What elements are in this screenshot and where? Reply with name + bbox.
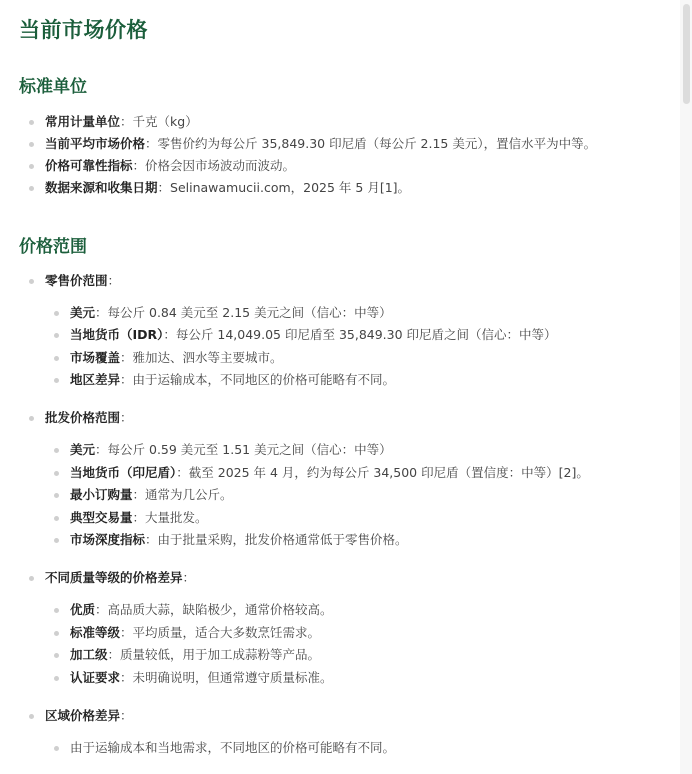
item-label: 美元 <box>70 442 96 457</box>
item-label: 市场覆盖 <box>70 350 121 365</box>
item-text: ：通常为几公斤。 <box>132 487 233 502</box>
item-label: 价格可靠性指标 <box>45 158 133 173</box>
item-label: 区域价格差异 <box>45 708 121 723</box>
list-item-regional-differences <box>45 708 133 724</box>
scrollbar[interactable] <box>680 0 692 774</box>
item-label: 零售价范围 <box>45 273 108 288</box>
sub-list-item <box>70 532 408 548</box>
item-text: ： <box>120 410 133 425</box>
item-text: ：每公斤 14,049.05 印尼盾至 35,849.30 印尼盾之间（信心：中等） <box>163 327 557 342</box>
sub-list-item <box>70 465 589 481</box>
sub-list-item <box>70 327 557 343</box>
page-title: 当前市场价格 <box>19 18 148 42</box>
item-text: ：质量较低，用于加工成蒜粉等产品。 <box>107 647 321 662</box>
list-item <box>45 180 410 196</box>
item-label: 标准等级 <box>70 625 121 640</box>
item-label: 地区差异 <box>70 372 121 387</box>
item-label: 美元 <box>70 305 96 320</box>
list-item-quality-grades <box>45 570 195 586</box>
item-text: ：零售价约为每公斤 35,849.30 印尼盾（每公斤 2.15 美元），置信水平为中等。 <box>145 136 597 151</box>
list-item <box>45 136 596 152</box>
item-text: ：由于运输成本，不同地区的价格可能略有不同。 <box>120 372 396 387</box>
sub-list-item <box>70 442 392 458</box>
sub-list-item <box>70 670 333 686</box>
item-label: 认证要求 <box>70 670 121 685</box>
item-text: ：由于批量采购，批发价格通常低于零售价格。 <box>145 532 408 547</box>
item-label: 优质 <box>70 602 96 617</box>
item-text: 由于运输成本和当地需求，不同地区的价格可能略有不同。 <box>70 740 396 755</box>
item-text: ：大量批发。 <box>132 510 208 525</box>
item-label: 加工级 <box>70 647 108 662</box>
item-text: ：价格会因市场波动而波动。 <box>132 158 296 173</box>
item-text: ： <box>107 273 121 288</box>
item-text: ：Selinawamucii.com，2025 年 5 月[1]。 <box>157 180 411 195</box>
list-item-wholesale-range <box>45 410 133 426</box>
sub-list-item <box>70 510 208 526</box>
item-text: ：未明确说明，但通常遵守质量标准。 <box>120 670 333 685</box>
item-label: 当地货币（印尼盾） <box>70 465 177 480</box>
item-label: 批发价格范围 <box>45 410 121 425</box>
item-text: ： <box>182 570 196 585</box>
item-label: 数据来源和收集日期 <box>45 180 158 195</box>
sub-list-item <box>70 602 333 618</box>
list-item <box>45 114 198 130</box>
item-text: ：每公斤 0.84 美元至 2.15 美元之间（信心：中等） <box>95 305 392 320</box>
section-heading-price-range: 价格范围 <box>19 237 87 257</box>
sub-list-item <box>70 647 320 663</box>
list-item-retail-range <box>45 273 120 289</box>
item-text: ：千克（kg） <box>120 114 198 129</box>
item-label: 常用计量单位 <box>45 114 121 129</box>
section-heading-standard-units: 标准单位 <box>19 77 87 97</box>
sub-list-item <box>70 372 395 388</box>
item-label: 当地货币（IDR） <box>70 327 164 342</box>
item-label: 市场深度指标 <box>70 532 146 547</box>
item-text: ：每公斤 0.59 美元至 1.51 美元之间（信心：中等） <box>95 442 392 457</box>
scrollbar-thumb[interactable] <box>683 4 690 104</box>
item-text: ：高品质大蒜，缺陷极少，通常价格较高。 <box>95 602 333 617</box>
sub-list-item <box>70 305 392 321</box>
item-label: 当前平均市场价格 <box>45 136 146 151</box>
item-label: 典型交易量 <box>70 510 133 525</box>
sub-list-item <box>70 487 233 503</box>
item-text: ： <box>120 708 133 723</box>
item-label: 最小订购量 <box>70 487 133 502</box>
item-text: ：平均质量，适合大多数烹饪需求。 <box>120 625 321 640</box>
sub-list-item <box>70 350 283 366</box>
sub-list-item <box>70 740 395 756</box>
item-text: ：截至 2025 年 4 月，约为每公斤 34,500 印尼盾（置信度：中等）[2]。 <box>176 465 589 480</box>
list-item <box>45 158 295 174</box>
item-label: 不同质量等级的价格差异 <box>45 570 183 585</box>
sub-list-item <box>70 625 320 641</box>
item-text: ：雅加达、泗水等主要城市。 <box>120 350 283 365</box>
